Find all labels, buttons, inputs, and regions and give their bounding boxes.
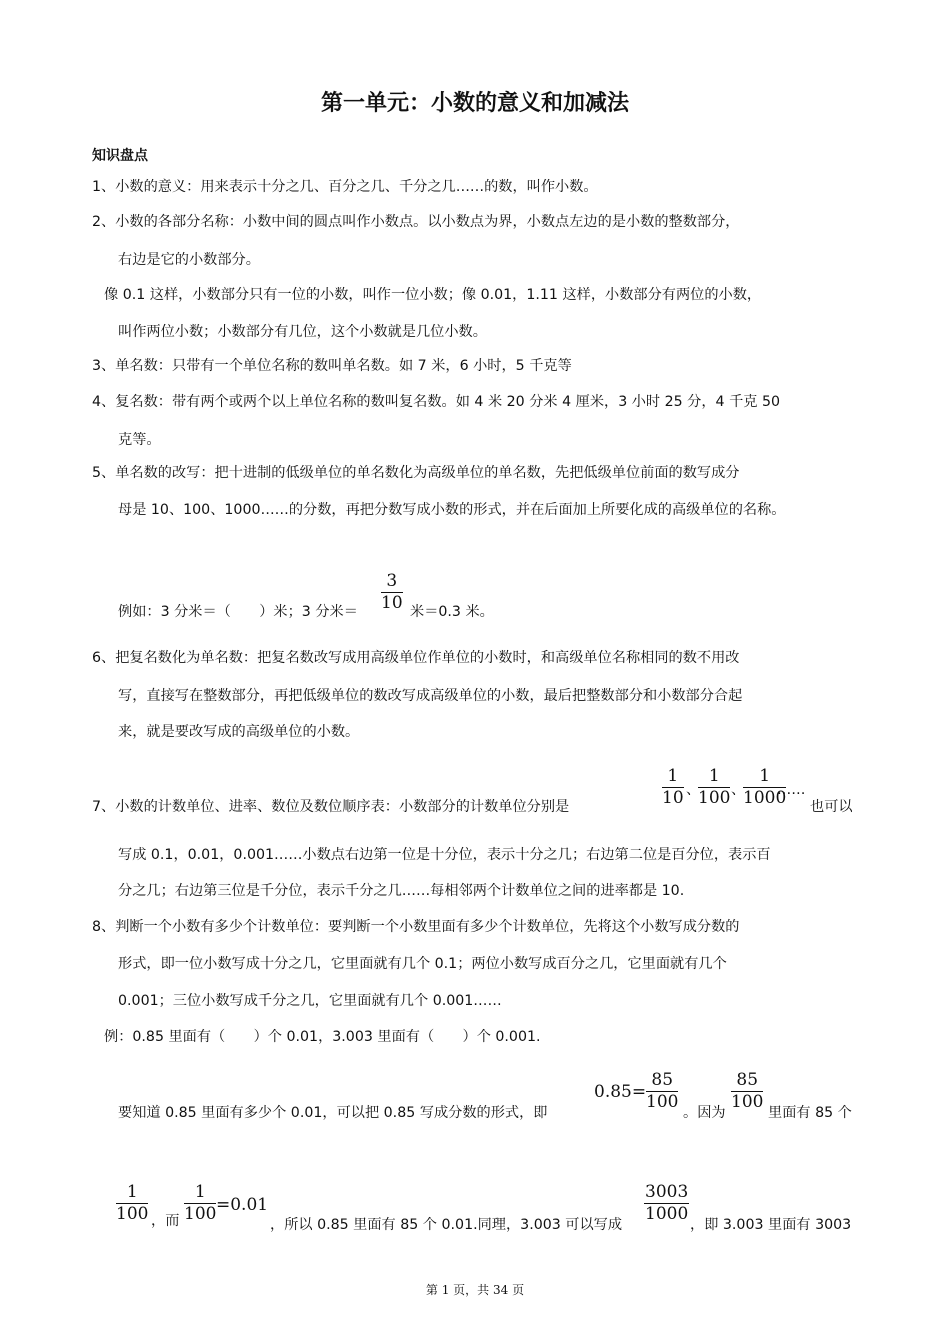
item-3: 3、单名数：只带有一个单位名称的数叫单名数。如 7 米，6 小时，5 千克等 [92,358,572,374]
item-2-line-1: 2、小数的各部分名称：小数中间的圆点叫作小数点。以小数点为界，小数点左边的是小数的整数部分， [92,214,740,230]
item-8-line-2: 形式，即一位小数写成十分之几，它里面就有几个 0.1；两位小数写成百分之几，它里面就有几个 [118,956,727,972]
item-8-line-3: 0.001；三位小数写成千分之几，它里面就有几个 0.001…… [118,993,502,1009]
ellipsis: …… [777,782,806,798]
item-2-line-3: 像 0.1 这样，小数部分只有一位的小数，叫作一位小数；像 0.01，1.11 这样，小数部分有两位的小数， [104,287,762,303]
fraction-numerator: 1 [184,1184,216,1204]
item-6-line-2: 写，直接写在整数部分，再把低级单位的数改写成高级单位的小数，最后把整数部分和小数部分合起 [118,688,743,704]
fraction-1-over-100 [116,1184,148,1223]
item-8-explanation-1: 要知道 0.85 里面有多少个 0.01，可以把 0.85 写成分数的形式，即 [118,1105,548,1121]
fraction-numerator: 1 [698,768,730,788]
item-8-explanation-mid: 。因为 [683,1105,726,1121]
fraction-numerator: 3003 [645,1182,689,1202]
item-5-example-result: 米＝0.3 米。 [410,604,494,620]
fraction-numerator: 1 [116,1184,148,1204]
page-title: 第一单元：小数的意义和加减法 [320,91,629,116]
item-1: 1、小数的意义：用来表示十分之几、百分之几、千分之几……的数，叫作小数。 [92,179,598,195]
fraction-85-over-100 [731,1072,763,1111]
fraction-numerator: 1 [662,768,684,788]
fraction-denominator: 100 [646,1092,679,1112]
fraction-1-over-10 [662,768,684,807]
item-8-explanation-2c: ，即 3.003 里面有 3003 [690,1217,852,1233]
separator: 、 [731,782,746,798]
fraction-denominator: 100 [731,1092,764,1112]
fraction-numerator: 1 [743,768,786,788]
item-7-line-3: 分之几；右边第三位是千分位，表示千分之几……每相邻两个计数单位之间的进率都是 10. [118,883,685,899]
fraction-denominator: 1000 [743,788,787,808]
item-2-line-2: 右边是它的小数部分。 [118,252,260,268]
fraction-denominator: 100 [698,788,731,808]
math-expression: 0.85= [594,1082,647,1102]
item-5-line-1: 5、单名数的改写：把十进制的低级单位的单名数化为高级单位的单名数，先把低级单位前面的数写成分 [92,465,740,481]
fraction-numerator: 85 [646,1072,678,1092]
fraction-denominator: 10 [381,593,403,613]
item-7-line-2: 写成 0.1，0.01，0.001……小数点右边第一位是十分位，表示十分之几；右边第二位是百分位，表示百 [118,847,771,863]
item-8-explanation-end: 里面有 85 个 [768,1105,852,1121]
item-8-explanation-2a: ，而 [151,1213,180,1229]
item-7-line-1-end: 也可以 [810,799,853,815]
fraction-denominator: 1000 [645,1204,689,1224]
fraction-numerator: 85 [731,1072,763,1092]
item-2-line-4: 叫作两位小数；小数部分有几位，这个小数就是几位小数。 [118,324,487,340]
item-6-line-3: 来，就是要改写成的高级单位的小数。 [118,724,360,740]
item-8-line-1: 8、判断一个小数有多少个计数单位：要判断一个小数里面有多少个计数单位，先将这个小数写成分数的 [92,919,740,935]
fraction-1-over-100 [184,1184,216,1223]
fraction-numerator: 3 [381,573,403,593]
fraction-85-over-100 [646,1072,678,1111]
fraction-3-over-10 [381,573,403,612]
item-8-explanation-2b: ，所以 0.85 里面有 85 个 0.01.同理，3.003 可以写成 [270,1217,623,1233]
item-4-line-1: 4、复名数：带有两个或两个以上单位名称的数叫复名数。如 4 米 20 分米 4 厘米，3 小时 25 分，4 千克 50 [92,394,781,410]
page-footer: 第 1 页，共 34 页 [425,1283,525,1297]
item-6-line-1: 6、把复名数化为单名数：把复名数改写成用高级单位作单位的小数时，和高级单位名称相同的数不用改 [92,650,740,666]
item-4-line-2: 克等。 [118,432,161,448]
item-8-example: 例：0.85 里面有（ ）个 0.01，3.003 里面有（ ）个 0.001. [104,1029,541,1045]
item-5-line-2: 母是 10、100、1000……的分数，再把分数写成小数的形式，并在后面加上所要化成的高级单位的名称。 [118,502,786,518]
fraction-denominator: 100 [116,1204,149,1224]
item-7-line-1: 7、小数的计数单位、进率、数位及数位顺序表：小数部分的计数单位分别是 [92,799,570,815]
separator: 、 [686,782,701,798]
fraction-1-over-100 [698,768,730,807]
fraction-3003-over-1000 [644,1184,689,1223]
item-5-example-text: 例如：3 分米＝（ ）米；3 分米＝ [118,604,358,620]
fraction-denominator: 100 [184,1204,217,1224]
section-heading: 知识盘点 [92,148,148,164]
fraction-denominator: 10 [662,788,684,808]
math-expression: =0.01 [216,1195,269,1215]
